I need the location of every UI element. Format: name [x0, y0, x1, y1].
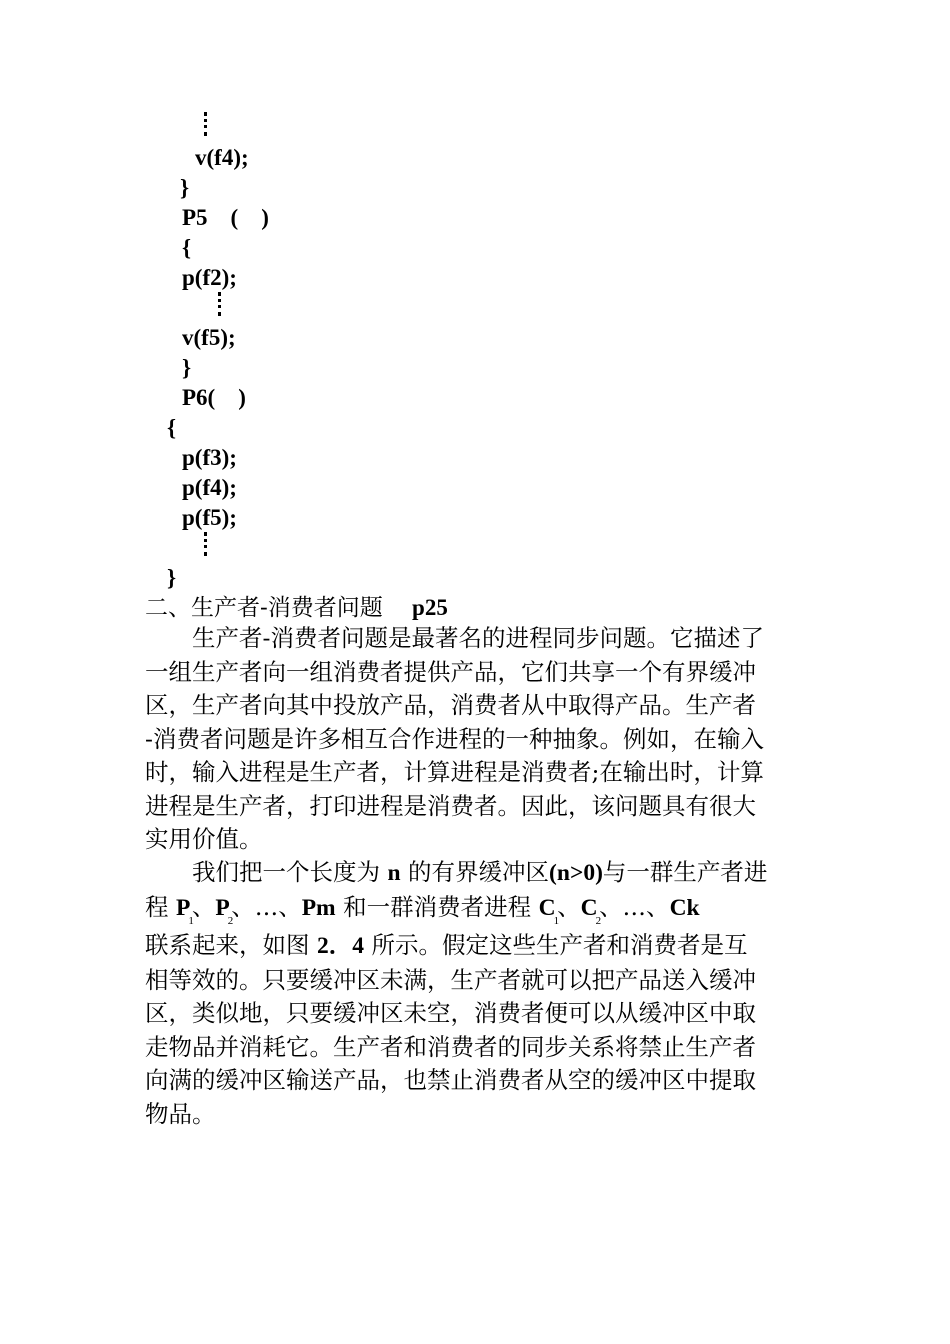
- condition: (n>0): [549, 860, 603, 886]
- text-line: [145, 929, 810, 964]
- text-line: 进程是生产者，打印进程是消费者。因此，该问题具有很大: [145, 791, 756, 820]
- text-run: 我们把一个长度为: [192, 858, 388, 886]
- text-line: 生产者-消费者问题是最著名的进程同步问题。它描述了: [192, 624, 764, 652]
- text-line: 相等效的。只要缓冲区未满，生产者就可以把产品送入缓冲: [145, 965, 756, 994]
- text-line: 向满的缓冲区输送产品，也禁止消费者从空的缓冲区中提取: [145, 1066, 756, 1094]
- text-run: 、: [557, 892, 581, 921]
- process-c2: C: [580, 894, 598, 921]
- text-line: 区，类似地，只要缓冲区未空，消费者便可以从缓冲区中取: [145, 999, 756, 1027]
- process-ck: Ck: [669, 894, 700, 921]
- subscript: 2: [227, 914, 234, 927]
- text-run: 、: [191, 892, 216, 921]
- text-line: 时，输入进程是生产者，计算进程是消费者;在输出时，计算: [145, 758, 764, 786]
- text-line: 实用价值。: [145, 825, 263, 853]
- code-line: {: [167, 415, 177, 440]
- subscript: 1: [188, 914, 194, 927]
- ellipsis-vertical-icon: [204, 532, 210, 556]
- subscript: 2: [595, 914, 602, 927]
- paragraph-1: [145, 622, 810, 857]
- code-line: v(f5);: [182, 325, 236, 350]
- text-line: -消费者问题是许多相互合作进程的一种抽象。例如，在输入: [145, 724, 764, 753]
- code-line: P6( ): [182, 385, 246, 410]
- variable-n: n: [387, 860, 401, 886]
- code-line: {: [182, 235, 192, 260]
- text-line: 区，生产者向其中投放产品，消费者从中取得产品。生产者: [145, 691, 756, 719]
- code-line: }: [180, 175, 190, 200]
- paragraph-2: [145, 856, 810, 1131]
- text-run: 的有界缓冲区: [400, 858, 550, 886]
- text-run: 、…、: [599, 892, 670, 921]
- ellipsis-vertical-icon: [204, 112, 210, 136]
- subscript: 1: [553, 914, 560, 927]
- code-line: v(f4);: [195, 145, 249, 170]
- text-line: 走物品并消耗它。生产者和消费者的同步关系将禁止生产者: [145, 1032, 756, 1061]
- text-run: 与一群生产者进: [602, 858, 768, 886]
- process-c1: C: [538, 894, 556, 921]
- text-run: 和一群消费者进程: [335, 892, 539, 921]
- text-run: 程: [145, 892, 176, 921]
- code-line: p(f4);: [182, 475, 237, 500]
- code-line: p(f5);: [182, 505, 237, 530]
- text-line: 一组生产者向一组消费者提供产品，它们共享一个有界缓冲: [145, 657, 756, 686]
- code-line: p(f3);: [182, 445, 237, 470]
- text-run: 联系起来，如图: [145, 931, 317, 959]
- ellipsis-vertical-icon: [218, 292, 224, 316]
- process-p1: P: [175, 894, 191, 921]
- text-run: 、…、: [231, 892, 302, 921]
- text-line: 物品。: [145, 1099, 216, 1128]
- process-pm: Pm: [301, 894, 336, 921]
- code-line: }: [182, 355, 192, 380]
- page-reference: p25: [412, 595, 448, 620]
- process-p2: P: [215, 894, 230, 921]
- code-line: P5 ( ): [182, 205, 269, 230]
- text-line: [145, 891, 810, 930]
- section-heading: [145, 593, 448, 623]
- text-line: [145, 856, 810, 891]
- figure-ref: 2．4: [316, 933, 364, 959]
- code-line: p(f2);: [182, 265, 237, 290]
- section-title: 二、生产者-消费者问题: [145, 595, 383, 621]
- code-line: }: [167, 565, 177, 590]
- text-run: 所示。假定这些生产者和消费者是互: [363, 931, 748, 959]
